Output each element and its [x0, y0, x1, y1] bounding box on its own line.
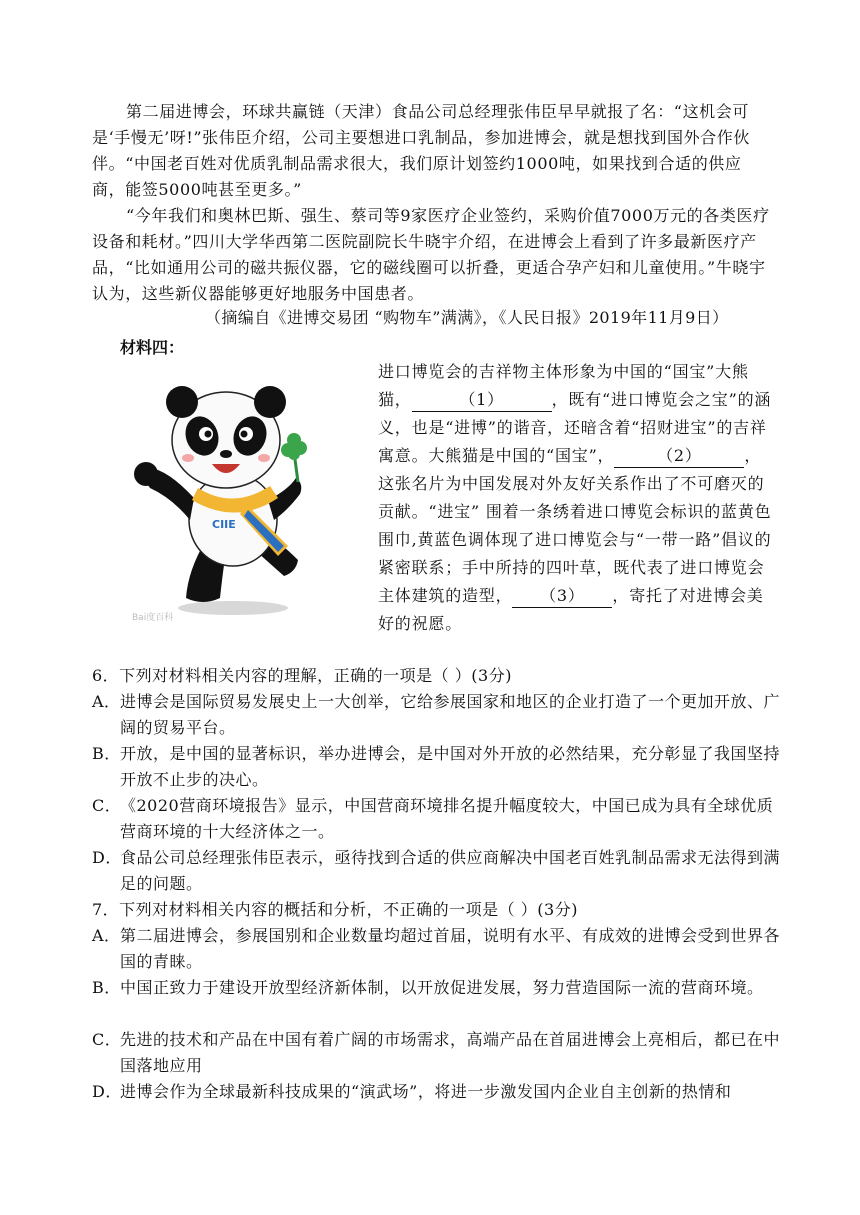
panda-mascot-icon	[128, 370, 338, 620]
material-four-heading: 材料四：	[120, 338, 185, 357]
q7-option-a	[92, 923, 782, 975]
mascot-text-3: ，这张名片为中国发展对外友好关系作出了不可磨灭的贡献。“进宝” 围着一条绣着进口博览会标识的蓝黄色围巾,黄蓝色调体现了进口博览会与“一带一路”倡议的紧密联系；手中所持的四叶草，既代表了进口博览会主体建筑的造型，	[378, 446, 772, 605]
paragraph-medical: “今年我们和奥林巴斯、强生、蔡司等9家医疗企业签约，采购价值7000万元的各类医疗设备和耗材。”四川大学华西第二医院副院长牛晓宇介绍，在进博会上看到了许多最新医疗产品，“比如通用公司的磁共振仪器，它的磁线圈可以折叠，更适合孕产妇和儿童使用。”牛晓宇认为，这些新仪器能够更好地服务中国患者。	[92, 206, 770, 303]
option-key: C．	[92, 796, 122, 815]
option-key: D．	[92, 848, 122, 867]
option-text: 第二届进博会，参展国别和企业数量均超过首届，说明有水平、有成效的进博会受到世界各国的青睐。	[120, 926, 781, 971]
blank-2: （2）	[614, 445, 744, 468]
mascot-description	[378, 358, 772, 638]
option-key: A．	[92, 926, 121, 945]
q7-option-c	[92, 1027, 782, 1079]
option-text: 先进的技术和产品在中国有着广阔的市场需求，高端产品在首届进博会上亮相后，都已在中国落地应用	[120, 1030, 781, 1075]
source-citation: （摘编自《进博交易团 “购物车”满满》，《人民日报》2019年11月9日）	[205, 308, 729, 327]
blank-3: （3）	[512, 585, 612, 608]
option-key: A．	[92, 692, 121, 711]
paragraph-dairy: 第二届进博会，环球共赢链（天津）食品公司总经理张伟臣早早就报了名：“这机会可是‘手慢无’呀!”张伟臣介绍，公司主要想进口乳制品，参加进博会，就是想找到国外合作伙伴。“中国老百姓对优质乳制品需求很大，我们原计划签约1000吨，如果找到合适的供应商，能签5000吨甚至更多。”	[92, 102, 750, 199]
mascot-image	[128, 370, 338, 623]
image-watermark: Bai度百科	[132, 613, 174, 623]
option-key: D．	[92, 1082, 122, 1101]
q6-option-a	[92, 689, 782, 741]
option-text: 《2020营商环境报告》显示，中国营商环境排名提升幅度较大，中国已成为具有全球优质营商环境的十大经济体之一。	[120, 796, 774, 841]
option-text: 中国正致力于建设开放型经济新体制，以开放促进发展，努力营造国际一流的营商环境。	[120, 978, 764, 997]
mascot-text-2: ，既有“进口博览会之宝”的涵义，也是“进博”的谐音，还暗含着“招财进宝”的吉祥寓意。大熊猫是中国的“国宝”，	[378, 390, 772, 465]
mascot-text-1: 进口博览会的吉祥物主体形象为中国的“国宝”大熊猫，	[378, 362, 749, 409]
option-text: 开放，是中国的显著标识，举办进博会，是中国对外开放的必然结果，充分彰显了我国坚持开放不止步的决心。	[120, 744, 781, 789]
option-text: 进博会是国际贸易发展史上一大创举，它给参展国家和地区的企业打造了一个更加开放、广阔的贸易平台。	[120, 692, 781, 737]
option-key: C．	[92, 1030, 122, 1049]
mascot-badge-text: CIIE	[212, 518, 236, 531]
mascot-text-4: ，寄托了对进博会美好的祝愿。	[378, 586, 764, 633]
question-7-stem: 7．下列对材料相关内容的概括和分析，不正确的一项是（ ）(3分)	[92, 900, 578, 919]
q6-option-b	[92, 741, 782, 793]
blank-1: （1）	[412, 389, 552, 412]
option-key: B．	[92, 744, 121, 763]
option-text: 进博会作为全球最新科技成果的“演武场”，将进一步激发国内企业自主创新的热情和	[120, 1082, 732, 1101]
q7-option-d	[92, 1079, 782, 1105]
q6-option-d	[92, 845, 782, 897]
option-key: B．	[92, 978, 121, 997]
q6-option-c	[92, 793, 782, 845]
question-6-stem: 6．下列对材料相关内容的理解，正确的一项是（ ）(3分)	[92, 666, 512, 685]
option-text: 食品公司总经理张伟臣表示，亟待找到合适的供应商解决中国老百姓乳制品需求无法得到满足的问题。	[120, 848, 781, 893]
q7-option-b	[92, 975, 782, 1001]
